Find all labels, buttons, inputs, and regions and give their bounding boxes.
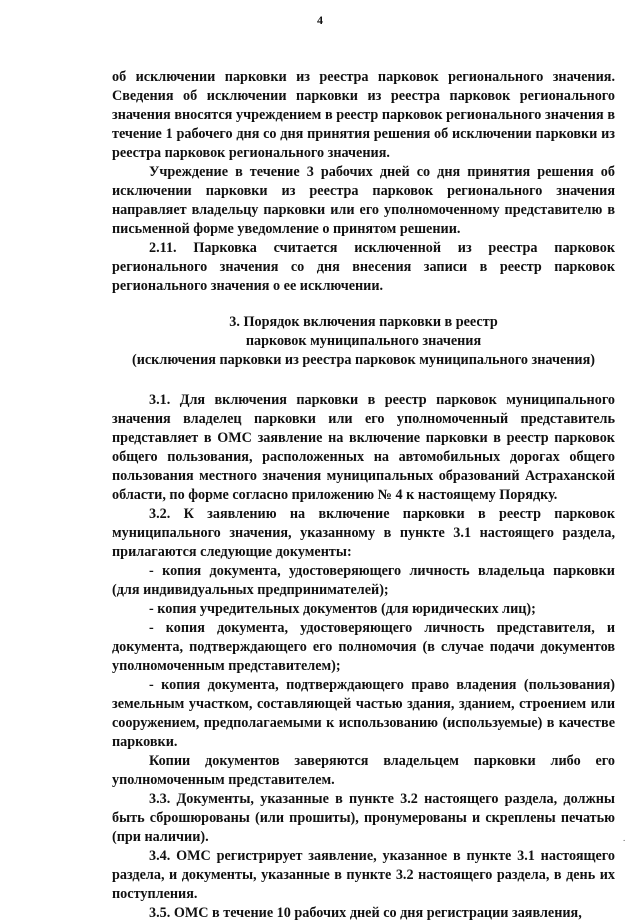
document-body xyxy=(112,68,615,923)
paragraph: 2.11. Парковка считается исключенной из реестра парковок регионального значения со дня внесения записи в реестр парковок регионального значения о ее исключении. xyxy=(112,240,615,294)
paragraph: 3.5. ОМС в течение 10 рабочих дней со дня регистрации заявления, xyxy=(149,905,582,921)
paragraph: 3.1. Для включения парковки в реестр парковок муниципального значения владелец парковки или его уполномоченный представитель представляет в ОМС заявление на включение парковки в реестр парковок общего пользования, расположенных на автомобильных дорогах общего пользования местного значения муниципальных образований Астраханской области, по форме согласно приложению № 4 к настоящему Порядку. xyxy=(112,392,615,503)
section-heading-line: (исключения парковки из реестра парковок муниципального значения) xyxy=(131,352,596,368)
section-heading-line: парковок муниципального значения xyxy=(245,333,482,349)
paragraph: 3.2. К заявлению на включение парковки в реестр парковок муниципального значения, указанному в пункте 3.1 настоящего раздела, прилагаются следующие документы: xyxy=(112,506,615,560)
paragraph: 3.4. ОМС регистрирует заявление, указанное в пункте 3.1 настоящего раздела, и документы, указанные в пункте 3.2 настоящего раздела, в день их поступления. xyxy=(112,848,615,902)
paragraph: об исключении парковки из реестра парковок регионального значения. Сведения об исключении парковки из реестра парковок регионального значения вносятся учреждением в реестр парковок регионального значения в течение 1 рабочего дня со дня принятия решения об исключении парковки из реестра парковок регионального значения. xyxy=(112,69,615,161)
paragraph: Учреждение в течение 3 рабочих дней со дня принятия решения об исключении парковки из реестра парковок регионального значения направляет владельцу парковки или его уполномоченному представителю в письменной форме уведомление о принятом решении. xyxy=(112,164,615,237)
section-heading xyxy=(112,313,615,370)
margin-mark: . xyxy=(623,833,626,843)
list-item: - копия учредительных документов (для юридических лиц); xyxy=(149,601,536,617)
list-item: - копия документа, подтверждающего право владения (пользования) земельным участком, составляющей частью здания, зданием, строением или сооружением, предполагаемыми к использованию (используемые) в качестве парковки. xyxy=(112,677,615,750)
list-item: - копия документа, удостоверяющего личность представителя, и документа, подтверждающего его полномочия (в случае подачи документов уполномоченным представителем); xyxy=(112,620,615,674)
paragraph: Копии документов заверяются владельцем парковки либо его уполномоченным представителем. xyxy=(112,753,615,788)
page-number: 4 xyxy=(317,13,323,27)
paragraph: 3.3. Документы, указанные в пункте 3.2 настоящего раздела, должны быть сброшюрованы (или прошиты), пронумерованы и скреплены печатью (при наличии). xyxy=(112,791,615,845)
list-item: - копия документа, удостоверяющего личность владельца парковки (для индивидуальных предпринимателей); xyxy=(112,563,615,598)
section-heading-line: 3. Порядок включения парковки в реестр xyxy=(229,314,498,330)
